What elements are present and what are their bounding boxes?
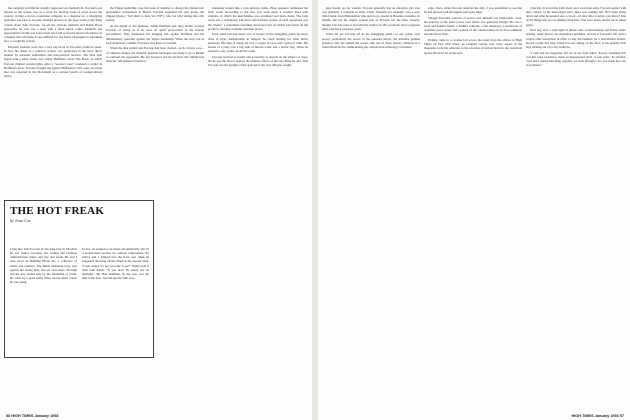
paragraph: cynically, is forced the truth about one's own prob-lems. Forcade replied with utter candor: in his hard-edged style, there was nothing left. He'd been going down and what he needed was a crowd—it's this time or never, you know? One of the things that we are talking about here. You were never, and he never asked again.	[526, 6, 626, 27]
sidebar-title: THE HOT FREAK	[10, 205, 105, 217]
right-column-2	[424, 6, 522, 406]
paragraph: pipe dream. As for women, Forcade generally had an attractive girl who was primarily a comrade in arms. Cindy Ornstein, for example, was a sexy little blonde from Philadelphia who used to go around in Bloomie costumes. In Miami, she led the Zippie women just as Forcade led the men. Usually, though, Forcade went to bed with his clothes on. His wardrobe ran to polyester shirts and black polyester pants.	[322, 6, 420, 31]
left-column-3	[208, 6, 308, 406]
paragraph: the company told him he strongly suspected was mentally ill. Forcade's real interest in the groups was as a cover for moving loads of weed across the country. (Using a movie production company as a disguise for a smuggling operation was later to become standard practice in the dope world.) One thing certain about Tom Forcade: for all his obvious idealism and Robin Hood generosity, he was was a man with a fixed moral center. Idealism and opportunism ran like wet colors back and forth across his bizarre life history in a manner that will make it very difficult for any future biographer to determine how to weigh his actions.	[4, 6, 102, 44]
page-footer-right: HIGH TIMES January 1993 57	[571, 414, 624, 418]
paragraph: the Yippie leadership over the issue of whether to disrupt the Democratic presidential conventions in Miami. Forcade organized his own group, the Zippies (motto: "Tell them to fuck 'em YIP"), who ran wild during this silly season.	[106, 6, 204, 23]
paragraph: When the dust settled and Forcade had been cleared—as he always was—of criminal charges, the dramatic guerrilla ideologue was ready to go to Miami to confront his opponents. He felt betrayed and he declared that Miami had been the "Movement's Waterloo."	[106, 46, 204, 63]
sidebar-columns	[10, 247, 148, 353]
paragraph: smokeasy looked like a rock artwork studio. Huge speakers dominated the front room; proceeding to the rear, you went down a corridor lined with cubicles, in which the merchandise was examined and deals made. The back room was a warehouse. The most characteristic feature of such operations was the "menu," a sometimes fancifully decorated card on which were listed all the products currently available and their prices.	[208, 6, 308, 31]
paragraph: Picking camp in a cavalier loft across the street from the offices of High Times on East 23th Street, he resumed control over every aspect of the magazine, from the editorials to the selection of foldout buds for the centerfold layout. He did it all on the spot.	[424, 38, 522, 55]
paragraph: Though Forcade's exercise of power over himself was implacable, cruel, his exercise of the same power over others was generally benign. He was a loyal and helpful friend, a faithful comrade, a fair employer, a benefactor of countless good causes and a patron of the counterculture in its most authentic and advanced form.	[424, 15, 522, 37]
paragraph: Even when Forcade made a lot of money in the smuggling game, he never lived in style. Anhedonistic in tem-per, he cared nothing for other men's pleasures. His idea of doing out was a couple of tacos and a glass of milk. His notion of a party was a big tank of nitrous oxide and a plastic bag. When he needed to stay awake, he hit the crank.	[208, 32, 308, 54]
right-page	[318, 0, 630, 420]
paragraph: Next day, after a wild night of phone calls, crash meetings and frantic skull-beating, Andy Kowal, the magazine's publisher, arrived at Forcade's loft with a couple other executives in effort to buy the business for a half-million dollars. Kowal recalls that they found Forcade sitting on the floor at his spindly little legs sticking out of a ratty bathrobe.	[526, 28, 626, 49]
sidebar-column-1: I first met Tom Forcade in San Luis City in '68 when he was Junior Goodson, the writing and business administration major and fire and freak. He and I once lived on Building Block Art, a collective of artists and painters. The Black Mountain boys rose against the racing men, and we were there, the high and the low, bound only by the friendship of youth. He came by a great many times and he knew where he was going.	[10, 247, 77, 285]
paragraph: What did get Forcade off in the smuggling game—or any game—was power, particularly the power of the outsized mover, the invisible godlike presence who sits behind the scenes, like one of those master criminals in a James Bond movie, manipulating the complicated technology of modern	[322, 32, 420, 49]
paragraph: Forcade lectured as loudly and as heavily as anyone on the subject of dope, but he was the first to deplore the ultimate effects of the very thing he sold. Tom Forcade was the prophet of the open grief, the very thing he sought.	[208, 54, 308, 68]
sidebar-byline: by Jesse Coe	[10, 218, 31, 223]
page-footer-left: 56 HIGH TIMES January 1993	[6, 414, 59, 418]
paragraph: edge. Once, when Forcade removed his shirt, I was astonished to see that he had pierced both his nipples with gold rings.	[424, 6, 522, 15]
sidebar-column-2: In fact, he seemed to be made uncomfortably shy by it around most women. So, without compromise, my advice and I jumped into the front seat when he suggested throwing off the wheel as his custom truck. "Look, honey it's not you take it out!" Kathy took it with both hands. "If you don't I'll surely not do anything." Mr. Ben Dorfman, by the way, was the man at the door. Just tell me the truth once.	[82, 247, 149, 281]
paragraph: At the height of the madness, Abbie Hoffman and Jerry Rubin accused Forcade of acting as if he were an agent provocateur of the federal government. They insinuated his bringing suit against Hoffman and his inflammatory speeches against the Yippie leadership. When the story ran in Jack Anderson's column, Forcade's fury knew no bounds.	[106, 24, 204, 45]
right-column-1	[322, 6, 420, 406]
left-page	[0, 0, 312, 420]
paragraph: "I can't sell the magazine, I'm not in my right mind," Kowal, assuming this was just sales resistance, made an impassioned pitch. "Look, man," he pleaded, "you and I started this thing together, we went through a lot, you made me a lot of promises."	[526, 50, 626, 68]
sidebar-box	[4, 200, 154, 358]
paragraph: Personal passions were also a very big factor in Forcade's political career. In fact, his debut as a political activist was predicated in the most direct manner by personal animosities and non-political motives. The final spin began with a bitter battle over Abbie Hoffman's Steal This Book, in which Forcade claimed certain rights. After a "people's court" rendered a verdict in Hoffman's favor, Forcade brought suit against Hoffman in civil court, an action that was regarded in the Movement as a serious breach of countercultural ethics.	[4, 44, 102, 78]
right-column-3	[526, 6, 626, 406]
